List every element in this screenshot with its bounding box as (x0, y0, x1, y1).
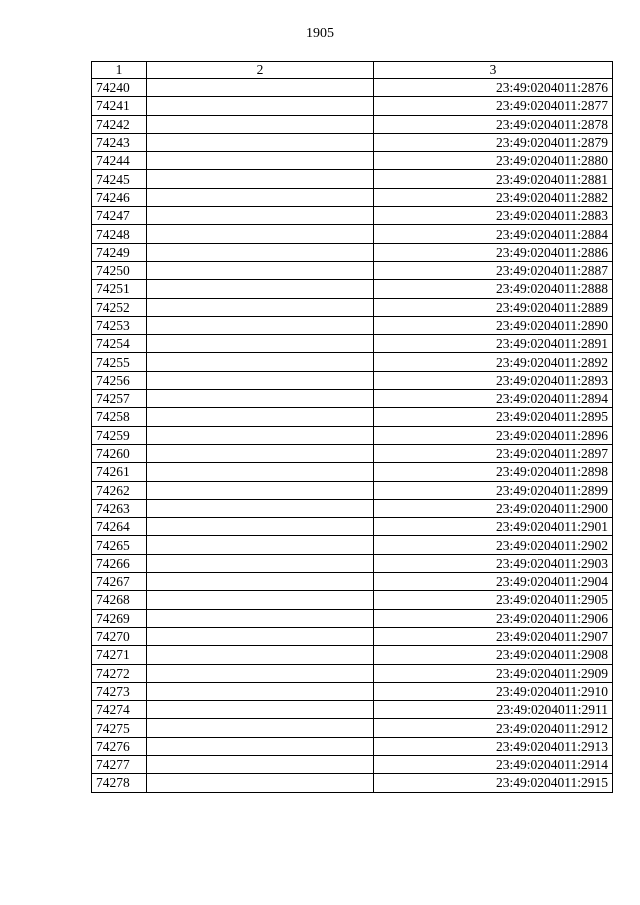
cadastral-number-cell: 23:49:0204011:2876 (374, 79, 613, 97)
table-row (92, 188, 613, 206)
table-body (92, 79, 613, 793)
cadastral-number-cell: 23:49:0204011:2891 (374, 335, 613, 353)
description-cell (147, 463, 374, 481)
table-row (92, 390, 613, 408)
row-number-cell: 74251 (92, 280, 147, 298)
table-row (92, 627, 613, 645)
description-cell (147, 115, 374, 133)
cadastral-number-cell: 23:49:0204011:2900 (374, 499, 613, 517)
description-cell (147, 627, 374, 645)
cadastral-number-cell: 23:49:0204011:2888 (374, 280, 613, 298)
table-row (92, 316, 613, 334)
description-cell (147, 426, 374, 444)
row-number-cell: 74248 (92, 225, 147, 243)
cadastral-number-cell: 23:49:0204011:2882 (374, 188, 613, 206)
cadastral-number-cell: 23:49:0204011:2879 (374, 133, 613, 151)
table-row (92, 737, 613, 755)
cadastral-number-cell: 23:49:0204011:2901 (374, 518, 613, 536)
table-row (92, 463, 613, 481)
row-number-cell: 74249 (92, 243, 147, 261)
table-row (92, 353, 613, 371)
table-row (92, 298, 613, 316)
table-row (92, 152, 613, 170)
table-row (92, 371, 613, 389)
table-row (92, 664, 613, 682)
row-number-cell: 74261 (92, 463, 147, 481)
description-cell (147, 499, 374, 517)
row-number-cell: 74267 (92, 573, 147, 591)
description-cell (147, 97, 374, 115)
description-cell (147, 298, 374, 316)
description-cell (147, 591, 374, 609)
table-row (92, 719, 613, 737)
row-number-cell: 74266 (92, 554, 147, 572)
row-number-cell: 74246 (92, 188, 147, 206)
table-row (92, 115, 613, 133)
cadastral-number-cell: 23:49:0204011:2915 (374, 774, 613, 792)
description-cell (147, 444, 374, 462)
cadastral-number-cell: 23:49:0204011:2897 (374, 444, 613, 462)
cadastral-number-cell: 23:49:0204011:2880 (374, 152, 613, 170)
page-number: 1905 (306, 26, 334, 41)
table-row (92, 536, 613, 554)
table-row (92, 426, 613, 444)
row-number-cell: 74270 (92, 627, 147, 645)
table-row (92, 481, 613, 499)
cadastral-number-cell: 23:49:0204011:2887 (374, 261, 613, 279)
description-cell (147, 774, 374, 792)
table-row (92, 646, 613, 664)
description-cell (147, 536, 374, 554)
description-cell (147, 609, 374, 627)
cadastral-number-cell: 23:49:0204011:2909 (374, 664, 613, 682)
description-cell (147, 646, 374, 664)
row-number-cell: 74254 (92, 335, 147, 353)
description-cell (147, 133, 374, 151)
cadastral-number-cell: 23:49:0204011:2884 (374, 225, 613, 243)
table-row (92, 261, 613, 279)
cadastral-number-cell: 23:49:0204011:2899 (374, 481, 613, 499)
row-number-cell: 74245 (92, 170, 147, 188)
row-number-cell: 74276 (92, 737, 147, 755)
cadastral-number-cell: 23:49:0204011:2913 (374, 737, 613, 755)
description-cell (147, 335, 374, 353)
description-cell (147, 353, 374, 371)
row-number-cell: 74256 (92, 371, 147, 389)
row-number-cell: 74250 (92, 261, 147, 279)
cadastral-number-cell: 23:49:0204011:2896 (374, 426, 613, 444)
table-row (92, 207, 613, 225)
cadastral-number-cell: 23:49:0204011:2910 (374, 682, 613, 700)
table-row (92, 133, 613, 151)
table-row (92, 701, 613, 719)
description-cell (147, 719, 374, 737)
table-row (92, 682, 613, 700)
column-header-3: 3 (374, 62, 613, 79)
description-cell (147, 737, 374, 755)
row-number-cell: 74268 (92, 591, 147, 609)
cadastral-number-cell: 23:49:0204011:2890 (374, 316, 613, 334)
cadastral-number-cell: 23:49:0204011:2893 (374, 371, 613, 389)
row-number-cell: 74273 (92, 682, 147, 700)
cadastral-number-cell: 23:49:0204011:2911 (374, 701, 613, 719)
table-row (92, 79, 613, 97)
description-cell (147, 207, 374, 225)
cadastral-number-cell: 23:49:0204011:2889 (374, 298, 613, 316)
table-row (92, 499, 613, 517)
description-cell (147, 481, 374, 499)
row-number-cell: 74247 (92, 207, 147, 225)
description-cell (147, 261, 374, 279)
cadastral-number-cell: 23:49:0204011:2905 (374, 591, 613, 609)
row-number-cell: 74260 (92, 444, 147, 462)
cadastral-number-cell: 23:49:0204011:2907 (374, 627, 613, 645)
cadastral-number-cell: 23:49:0204011:2892 (374, 353, 613, 371)
row-number-cell: 74242 (92, 115, 147, 133)
row-number-cell: 74277 (92, 755, 147, 773)
cadastral-number-cell: 23:49:0204011:2903 (374, 554, 613, 572)
description-cell (147, 243, 374, 261)
description-cell (147, 79, 374, 97)
row-number-cell: 74255 (92, 353, 147, 371)
table-row (92, 225, 613, 243)
row-number-cell: 74263 (92, 499, 147, 517)
table-row (92, 408, 613, 426)
description-cell (147, 755, 374, 773)
description-cell (147, 573, 374, 591)
cadastral-number-cell: 23:49:0204011:2912 (374, 719, 613, 737)
row-number-cell: 74258 (92, 408, 147, 426)
cadastral-number-cell: 23:49:0204011:2914 (374, 755, 613, 773)
row-number-cell: 74241 (92, 97, 147, 115)
cadastral-number-cell: 23:49:0204011:2877 (374, 97, 613, 115)
cadastral-number-cell: 23:49:0204011:2908 (374, 646, 613, 664)
cadastral-number-cell: 23:49:0204011:2895 (374, 408, 613, 426)
row-number-cell: 74262 (92, 481, 147, 499)
cadastral-number-cell: 23:49:0204011:2886 (374, 243, 613, 261)
row-number-cell: 74259 (92, 426, 147, 444)
table-row (92, 591, 613, 609)
register-table (91, 61, 613, 793)
row-number-cell: 74253 (92, 316, 147, 334)
cadastral-number-cell: 23:49:0204011:2878 (374, 115, 613, 133)
description-cell (147, 316, 374, 334)
cadastral-number-cell: 23:49:0204011:2906 (374, 609, 613, 627)
description-cell (147, 390, 374, 408)
row-number-cell: 74252 (92, 298, 147, 316)
description-cell (147, 664, 374, 682)
row-number-cell: 74275 (92, 719, 147, 737)
description-cell (147, 152, 374, 170)
row-number-cell: 74264 (92, 518, 147, 536)
cadastral-number-cell: 23:49:0204011:2894 (374, 390, 613, 408)
column-header-2: 2 (147, 62, 374, 79)
table-row (92, 280, 613, 298)
description-cell (147, 408, 374, 426)
cadastral-number-cell: 23:49:0204011:2881 (374, 170, 613, 188)
description-cell (147, 188, 374, 206)
table-row (92, 335, 613, 353)
table-row (92, 444, 613, 462)
row-number-cell: 74244 (92, 152, 147, 170)
table-header-row (92, 62, 613, 79)
table-row (92, 609, 613, 627)
row-number-cell: 74257 (92, 390, 147, 408)
cadastral-number-cell: 23:49:0204011:2883 (374, 207, 613, 225)
row-number-cell: 74265 (92, 536, 147, 554)
cadastral-number-cell: 23:49:0204011:2898 (374, 463, 613, 481)
row-number-cell: 74278 (92, 774, 147, 792)
description-cell (147, 371, 374, 389)
description-cell (147, 518, 374, 536)
description-cell (147, 682, 374, 700)
row-number-cell: 74269 (92, 609, 147, 627)
row-number-cell: 74271 (92, 646, 147, 664)
column-header-1: 1 (92, 62, 147, 79)
table-row (92, 573, 613, 591)
description-cell (147, 280, 374, 298)
table-row (92, 755, 613, 773)
description-cell (147, 701, 374, 719)
table-row (92, 170, 613, 188)
row-number-cell: 74243 (92, 133, 147, 151)
row-number-cell: 74240 (92, 79, 147, 97)
table-row (92, 243, 613, 261)
description-cell (147, 554, 374, 572)
table-row (92, 518, 613, 536)
description-cell (147, 170, 374, 188)
table-row (92, 774, 613, 792)
row-number-cell: 74274 (92, 701, 147, 719)
row-number-cell: 74272 (92, 664, 147, 682)
description-cell (147, 225, 374, 243)
cadastral-number-cell: 23:49:0204011:2902 (374, 536, 613, 554)
table-row (92, 97, 613, 115)
table-row (92, 554, 613, 572)
cadastral-number-cell: 23:49:0204011:2904 (374, 573, 613, 591)
